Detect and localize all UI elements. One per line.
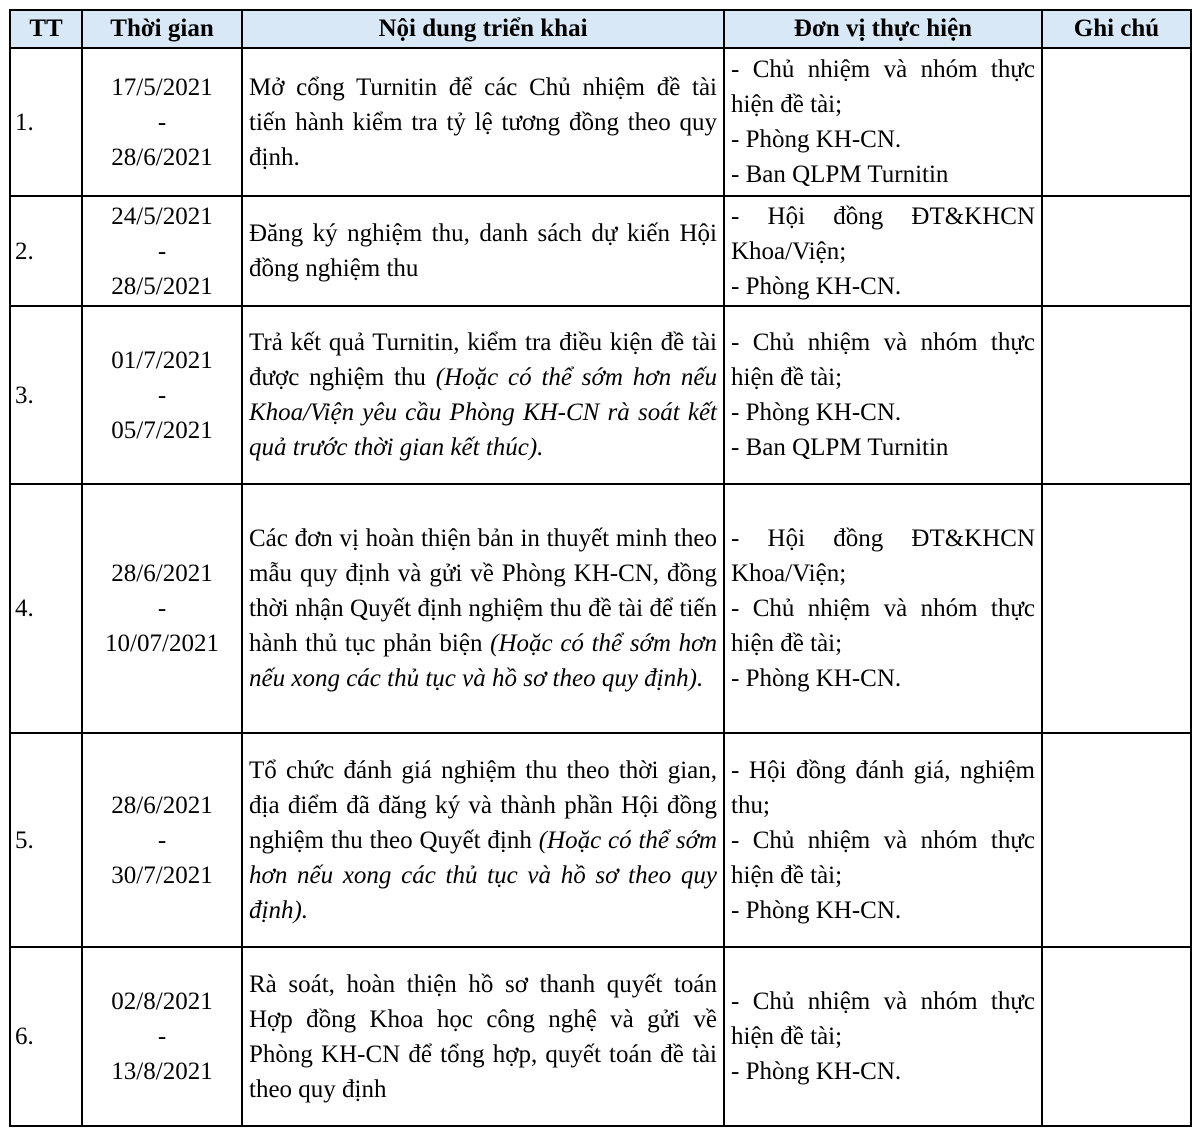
table-row (10, 48, 1191, 196)
unit-cell (724, 48, 1042, 196)
unit-cell (724, 196, 1042, 306)
header-time: Thời gian (82, 10, 242, 48)
time-end: 10/07/2021 (105, 630, 219, 657)
content-cell (242, 306, 724, 484)
note-cell (1042, 484, 1191, 733)
row-number: 1. (10, 48, 82, 196)
row-number: 6. (10, 947, 82, 1126)
time-cell (82, 48, 242, 196)
unit-line: - Chủ nhiệm và nhóm thực hiện đề tài; (731, 595, 1035, 657)
content-italic-note: (Hoặc có thể sớm hơn nếu xong các thủ tục và hồ sơ theo quy định). (249, 826, 717, 924)
content-cell (242, 947, 724, 1126)
note-cell (1042, 733, 1191, 947)
content-cell (242, 196, 724, 306)
time-end: 05/7/2021 (111, 416, 213, 444)
content-text: Rà soát, hoàn thiện hồ sơ thanh quyết toán Hợp đồng Khoa học công nghệ và gửi về Phòng KH-CN để tổng hợp, quyết toán đề tài theo quy định (249, 970, 717, 1103)
unit-cell (724, 484, 1042, 733)
table-row (10, 196, 1191, 306)
time-cell (82, 947, 242, 1126)
unit-line: - Phòng KH-CN. (731, 665, 902, 692)
table-row (10, 947, 1191, 1126)
content-cell (242, 484, 724, 733)
header-unit: Đơn vị thực hiện (724, 10, 1042, 48)
unit-line: - Hội đồng ĐT&KHCN Khoa/Viện; (731, 202, 1035, 265)
unit-line: - Phòng KH-CN. (731, 126, 902, 153)
note-cell (1042, 947, 1191, 1126)
time-separator: - (157, 381, 167, 409)
note-cell (1042, 196, 1191, 306)
content-cell (242, 48, 724, 196)
time-cell (82, 733, 242, 947)
unit-line: - Phòng KH-CN. (731, 1058, 902, 1085)
time-end: 28/5/2021 (111, 272, 213, 300)
unit-line: - Hội đồng đánh giá, nghiệm thu; (731, 756, 1035, 819)
table-row (10, 733, 1191, 947)
content-text: Mở cổng Turnitin để các Chủ nhiệm đề tài tiến hành kiểm tra tỷ lệ tương đồng theo quy định. (249, 73, 717, 171)
content-text: Tổ chức đánh giá nghiệm thu theo thời gian, địa điểm đã đăng ký và thành phần Hội đồng nghiệm thu theo Quyết định (249, 756, 717, 854)
table-row (10, 306, 1191, 484)
row-number: 5. (10, 733, 82, 947)
time-separator: - (157, 1023, 167, 1050)
time-end: 30/7/2021 (111, 861, 213, 889)
unit-cell (724, 306, 1042, 484)
schedule-table (9, 9, 1192, 1127)
unit-line: - Chủ nhiệm và nhóm thực hiện đề tài; (731, 826, 1035, 889)
time-start: 28/6/2021 (111, 791, 213, 819)
unit-cell (724, 947, 1042, 1126)
unit-line: - Hội đồng ĐT&KHCN Khoa/Viện; (731, 525, 1035, 587)
header-tt: TT (10, 10, 82, 48)
unit-line: - Ban QLPM Turnitin (731, 434, 949, 461)
time-separator: - (157, 237, 167, 265)
content-text: Trả kết quả Turnitin, kiểm tra điều kiện đề tài được nghiệm thu (249, 329, 717, 391)
row-number: 2. (10, 196, 82, 306)
time-separator: - (157, 108, 167, 136)
time-separator: - (157, 826, 167, 854)
time-separator: - (157, 595, 167, 622)
unit-cell (724, 733, 1042, 947)
unit-line: - Ban QLPM Turnitin (731, 161, 949, 188)
note-cell (1042, 306, 1191, 484)
header-note: Ghi chú (1042, 10, 1191, 48)
unit-line: - Chủ nhiệm và nhóm thực hiện đề tài; (731, 988, 1035, 1050)
time-end: 28/6/2021 (111, 143, 213, 171)
unit-line: - Phòng KH-CN. (731, 272, 902, 300)
content-text: Đăng ký nghiệm thu, danh sách dự kiến Hội đồng nghiệm thu (249, 220, 717, 282)
header-row (10, 10, 1191, 48)
note-cell (1042, 48, 1191, 196)
content-cell (242, 733, 724, 947)
table-row (10, 484, 1191, 733)
time-end: 13/8/2021 (111, 1058, 213, 1085)
time-cell (82, 484, 242, 733)
unit-line: - Chủ nhiệm và nhóm thực hiện đề tài; (731, 329, 1035, 391)
time-start: 24/5/2021 (111, 202, 213, 230)
content-italic-note: (Hoặc có thể sớm hơn nếu xong các thủ tục và hồ sơ theo quy định). (249, 630, 717, 692)
time-cell (82, 306, 242, 484)
unit-line: - Phòng KH-CN. (731, 399, 902, 426)
header-content: Nội dung triển khai (242, 10, 724, 48)
row-number: 4. (10, 484, 82, 733)
content-italic-note: (Hoặc có thể sớm hơn nếu Khoa/Viện yêu cầu Phòng KH-CN rà soát kết quả trước thời gian kết thúc). (249, 364, 717, 461)
row-number: 3. (10, 306, 82, 484)
unit-line: - Phòng KH-CN. (731, 896, 902, 924)
time-cell (82, 196, 242, 306)
content-text: Các đơn vị hoàn thiện bản in thuyết minh theo mẫu quy định và gửi về Phòng KH-CN, đồng thời nhận Quyết định nghiệm thu đề tài để tiến hành thủ tục phản biện (249, 525, 717, 657)
unit-line: - Chủ nhiệm và nhóm thực hiện đề tài; (731, 56, 1035, 118)
time-start: 02/8/2021 (111, 988, 213, 1015)
time-start: 01/7/2021 (111, 346, 213, 374)
time-start: 28/6/2021 (111, 560, 213, 587)
time-start: 17/5/2021 (111, 73, 213, 101)
